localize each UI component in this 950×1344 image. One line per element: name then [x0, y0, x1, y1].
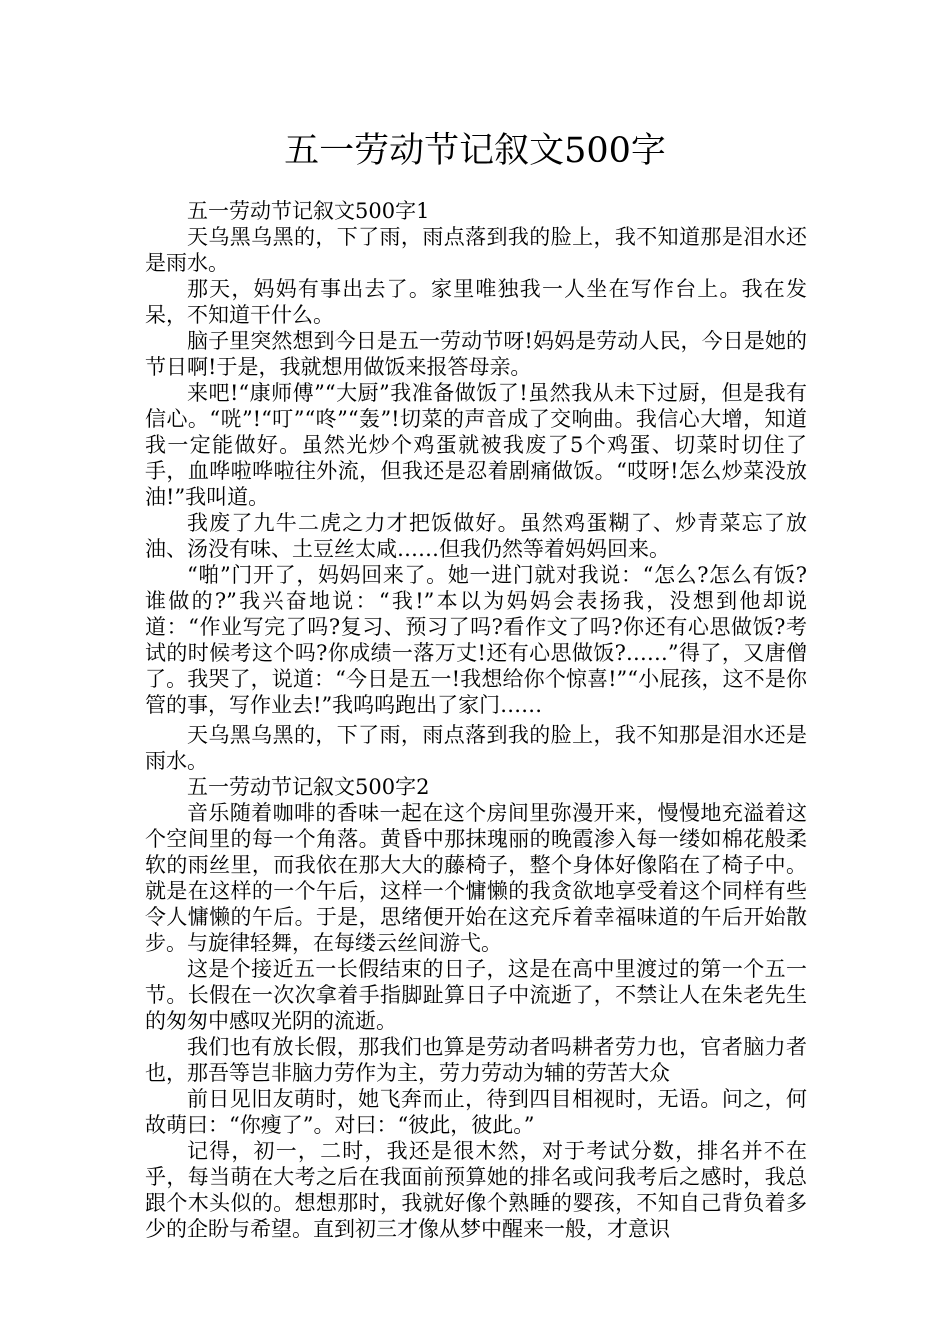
paragraph: 我废了九牛二虎之力才把饭做好。虽然鸡蛋糊了、炒青菜忘了放油、汤没有味、土豆丝太咸……但我仍然等着妈妈回来。: [145, 511, 807, 561]
paragraph: 脑子里突然想到今日是五一劳动节呀!妈妈是劳动人民，今日是她的节日啊!于是，我就想用做饭来报答母亲。: [145, 329, 807, 379]
paragraph: 前日见旧友萌时，她飞奔而止，待到四目相视时，无语。问之，何故萌曰：“你瘦了”。对曰：“彼此，彼此。”: [145, 1087, 807, 1137]
section-heading-1: 五一劳动节记叙文500字1: [187, 199, 430, 223]
paragraph: 记得，初一，二时，我还是很木然，对于考试分数，排名并不在乎，每当萌在大考之后在我面前预算她的排名或问我考后之感时，我总跟个木头似的。想想那时，我就好像个熟睡的婴孩，不知自己背负着多少的企盼与希望。直到初三才像从梦中醒来一般，才意识: [145, 1139, 807, 1241]
paragraph: 这是个接近五一长假结束的日子，这是在高中里渡过的第一个五一节。长假在一次次拿着手指脚趾算日子中流逝了，不禁让人在朱老先生的匆匆中感叹光阴的流逝。: [145, 957, 807, 1033]
paragraph: 我们也有放长假，那我们也算是劳动者吗耕者劳力也，官者脑力者也，那吾等岂非脑力劳作为主，劳力劳动为辅的劳苦大众: [145, 1035, 807, 1085]
paragraph: 音乐随着咖啡的香味一起在这个房间里弥漫开来，慢慢地充溢着这个空间里的每一个角落。黄昏中那抹瑰丽的晚霞渗入每一缕如棉花般柔软的雨丝里，而我依在那大大的藤椅子，整个身体好像陷在了椅子中。就是在这样的一个午后，这样一个慵懒的我贪欲地享受着这个同样有些令人慵懒的午后。于是，思绪便开始在这充斥着幸福味道的午后开始散步。与旋律轻舞，在每缕云丝间游弋。: [145, 801, 807, 955]
paragraph: 天乌黑乌黑的，下了雨，雨点落到我的脸上，我不知那是泪水还是雨水。: [145, 723, 807, 773]
section-heading-2: 五一劳动节记叙文500字2: [187, 775, 430, 799]
paragraph: 那天，妈妈有事出去了。家里唯独我一人坐在写作台上。我在发呆，不知道干什么。: [145, 277, 807, 327]
paragraph: 天乌黑乌黑的，下了雨，雨点落到我的脸上，我不知道那是泪水还是雨水。: [145, 225, 807, 275]
document-body: [145, 198, 807, 1242]
paragraph: 来吧!“康师傅”“大厨”我准备做饭了!虽然我从未下过厨，但是我有信心。“咣”!“叮”“咚”“轰”!切菜的声音成了交响曲。我信心大增，知道我一定能做好。虽然光炒个鸡蛋就被我废了5个鸡蛋、切菜时切住了手，血哗啦哗啦往外流，但我还是忍着剧痛做饭。“哎呀!怎么炒菜没放油!”我叫道。: [145, 381, 807, 509]
paragraph: “啪”门开了，妈妈回来了。她一进门就对我说：“怎么?怎么有饭?谁做的?”我兴奋地说：“我!”本以为妈妈会表扬我，没想到他却说道：“作业写完了吗?复习、预习了吗?看作文了吗?你还有心思做饭?考试的时候考这个吗?你成绩一落万丈!还有心思做饭?……”得了，又唐僧了。我哭了，说道：“今日是五一!我想给你个惊喜!”“小屁孩，这不是你管的事，写作业去!”我呜呜跑出了家门……: [145, 563, 807, 717]
document-title: 五一劳动节记叙文500字: [284, 131, 666, 171]
